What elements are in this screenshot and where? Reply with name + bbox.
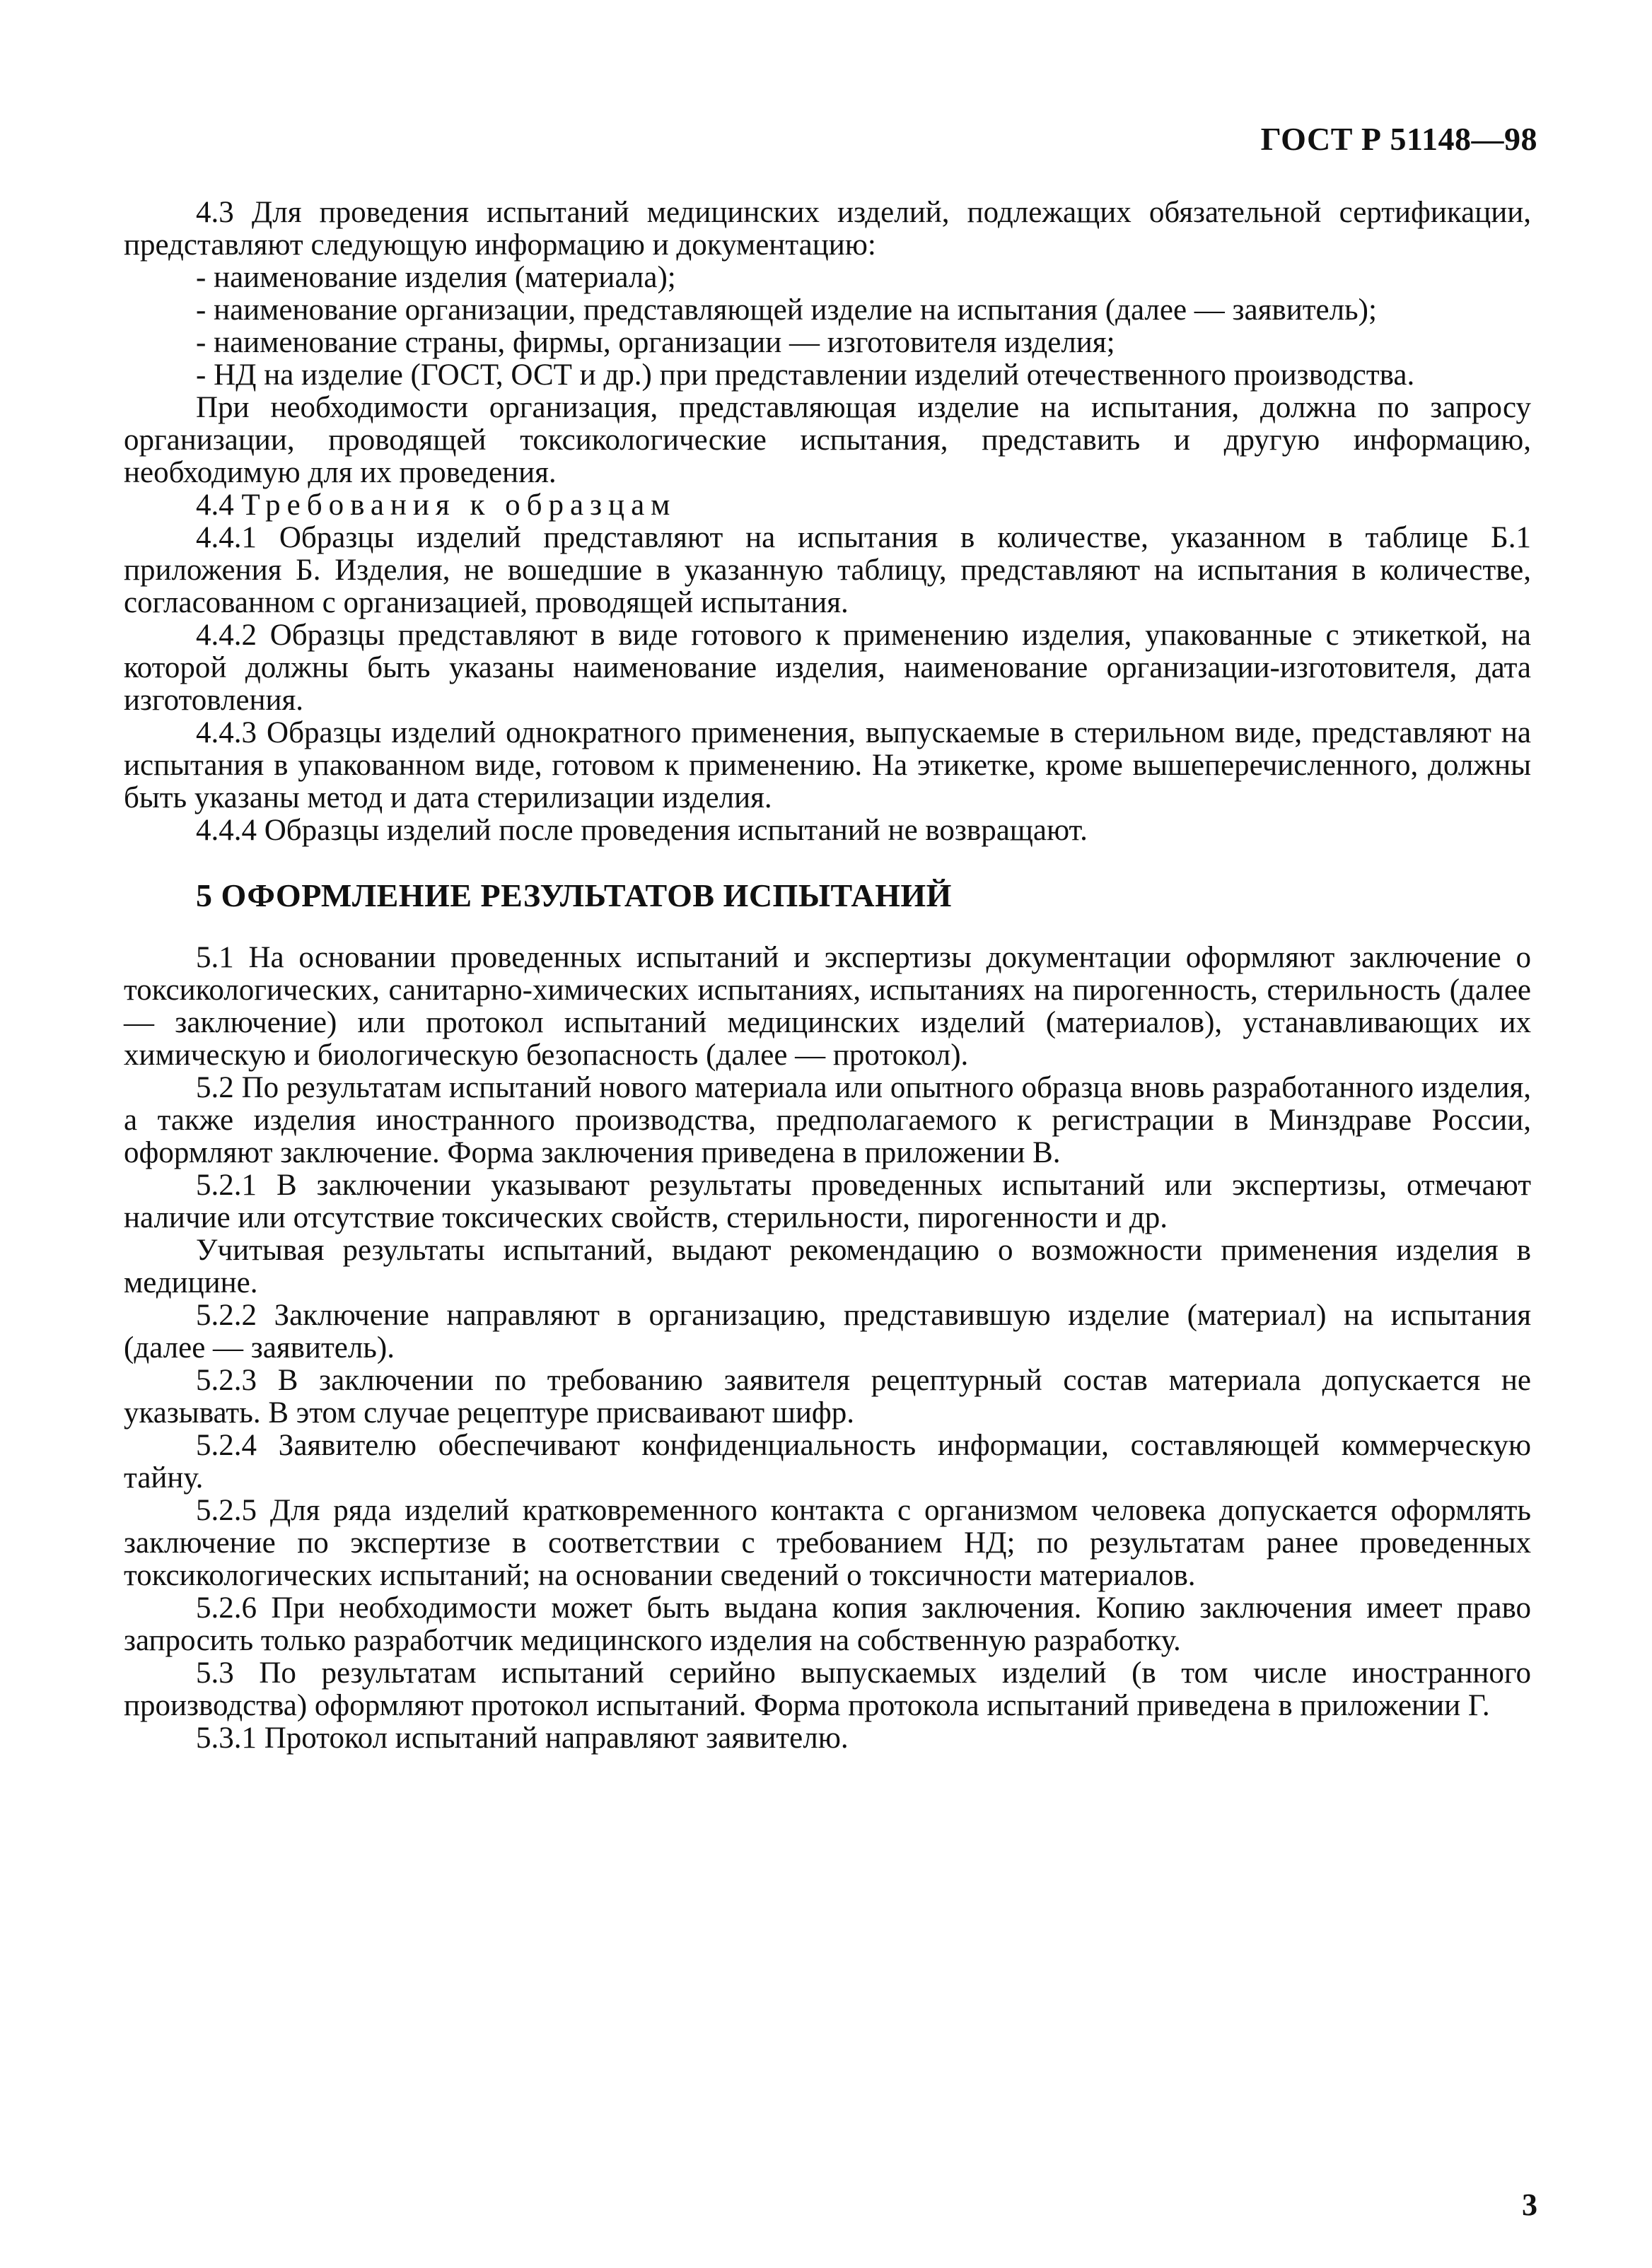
list-item: - НД на изделие (ГОСТ, ОСТ и др.) при представлении изделий отечественного производства. <box>196 358 1415 392</box>
subsection-title: Требования к образцам <box>241 489 677 522</box>
list-item: - наименование страны, фирмы, организации — изготовителя изделия; <box>196 326 1115 359</box>
standard-header: ГОСТ Р 51148—98 <box>1260 121 1537 157</box>
paragraph-4-4-2: 4.4.2 Образцы представляют в виде готового к применению изделия, упакованные с этикеткой, на которой должны быть указаны наименование изделия, наименование организации-изготовителя, дата изготовления. <box>124 619 1531 717</box>
paragraph-4-3-extra: При необходимости организация, представляющая изделие на испытания, должна по запросу организации, проводящей токсикологические испытания, представить и другую информацию, необходимую для их проведения. <box>124 391 1531 489</box>
section-heading-5: 5 ОФОРМЛЕНИЕ РЕЗУЛЬТАТОВ ИСПЫТАНИЙ <box>196 877 952 913</box>
subsection-heading-4-4 <box>124 489 1531 522</box>
paragraph-5-2-2: 5.2.2 Заключение направляют в организацию, представившую изделие (материал) на испытания (далее — заявитель). <box>124 1299 1531 1364</box>
list-item: - наименование организации, представляющей изделие на испытания (далее — заявитель); <box>196 293 1377 327</box>
paragraph-5-2-4: 5.2.4 Заявителю обеспечивают конфиденциальность информации, составляющей коммерческую тайну. <box>124 1429 1531 1495</box>
paragraph-5-2-3: 5.2.3 В заключении по требованию заявителя рецептурный состав материала допускается не указывать. В этом случае рецептуре присваивают шифр. <box>124 1364 1531 1430</box>
paragraph-5-1: 5.1 На основании проведенных испытаний и экспертизы документации оформляют заключение о токсикологических, санитарно-химических испытаниях, испытаниях на пирогенность, стерильность (далее — заключение) или протокол испытаний медицинских изделий (материалов), устанавливающих их химическую и биологическую безопасность (далее — протокол). <box>124 941 1531 1072</box>
paragraph-5-2-5: 5.2.5 Для ряда изделий кратковременного контакта с организмом человека допускается оформлять заключение по экспертизе в соответствии с требованием НД; по результатам ранее проведенных токсикологических испытаний; на основании сведений о токсичности материалов. <box>124 1494 1531 1592</box>
paragraph-4-4-1: 4.4.1 Образцы изделий представляют на испытания в количестве, указанном в таблице Б.1 приложения Б. Изделия, не вошедшие в указанную таблицу, представляют на испытания в количестве, согласованном с организацией, проводящей испытания. <box>124 521 1531 619</box>
paragraph-4-3: 4.3 Для проведения испытаний медицинских изделий, подлежащих обязательной сертификации, представляют следующую информацию и документацию: <box>124 196 1531 262</box>
paragraph-5-2: 5.2 По результатам испытаний нового материала или опытного образца вновь разработанного изделия, а также изделия иностранного производства, предполагаемого к регистрации в Минздраве России, оформляют заключение. Форма заключения приведена в приложении В. <box>124 1071 1531 1169</box>
paragraph-5-2-1: 5.2.1 В заключении указывают результаты проведенных испытаний или экспертизы, отмечают наличие или отсутствие токсических свойств, стерильности, пирогенности и др. <box>124 1169 1531 1234</box>
paragraph-4-4-4: 4.4.4 Образцы изделий после проведения испытаний не возвращают. <box>196 814 1088 847</box>
paragraph-4-4-3: 4.4.3 Образцы изделий однократного применения, выпускаемые в стерильном виде, представляют на испытания в упакованном виде, готовом к применению. На этикетке, кроме вышеперечисленного, должны быть указаны метод и дата стерилизации изделия. <box>124 716 1531 814</box>
paragraph-5-2-1-continued: Учитывая результаты испытаний, выдают рекомендацию о возможности применения изделия в медицине. <box>124 1234 1531 1299</box>
page-number: 3 <box>1522 2187 1537 2222</box>
document-body <box>124 197 1531 1755</box>
paragraph-5-2-6: 5.2.6 При необходимости может быть выдана копия заключения. Копию заключения имеет право запросить только разработчик медицинского изделия на собственную разработку. <box>124 1591 1531 1657</box>
paragraph-5-3: 5.3 По результатам испытаний серийно выпускаемых изделий (в том числе иностранного производства) оформляют протокол испытаний. Форма протокола испытаний приведена в приложении Г. <box>124 1656 1531 1722</box>
paragraph-5-3-1: 5.3.1 Протокол испытаний направляют заявителю. <box>196 1722 849 1755</box>
list-item: - наименование изделия (материала); <box>196 261 676 294</box>
subsection-number: 4.4 <box>196 489 234 522</box>
